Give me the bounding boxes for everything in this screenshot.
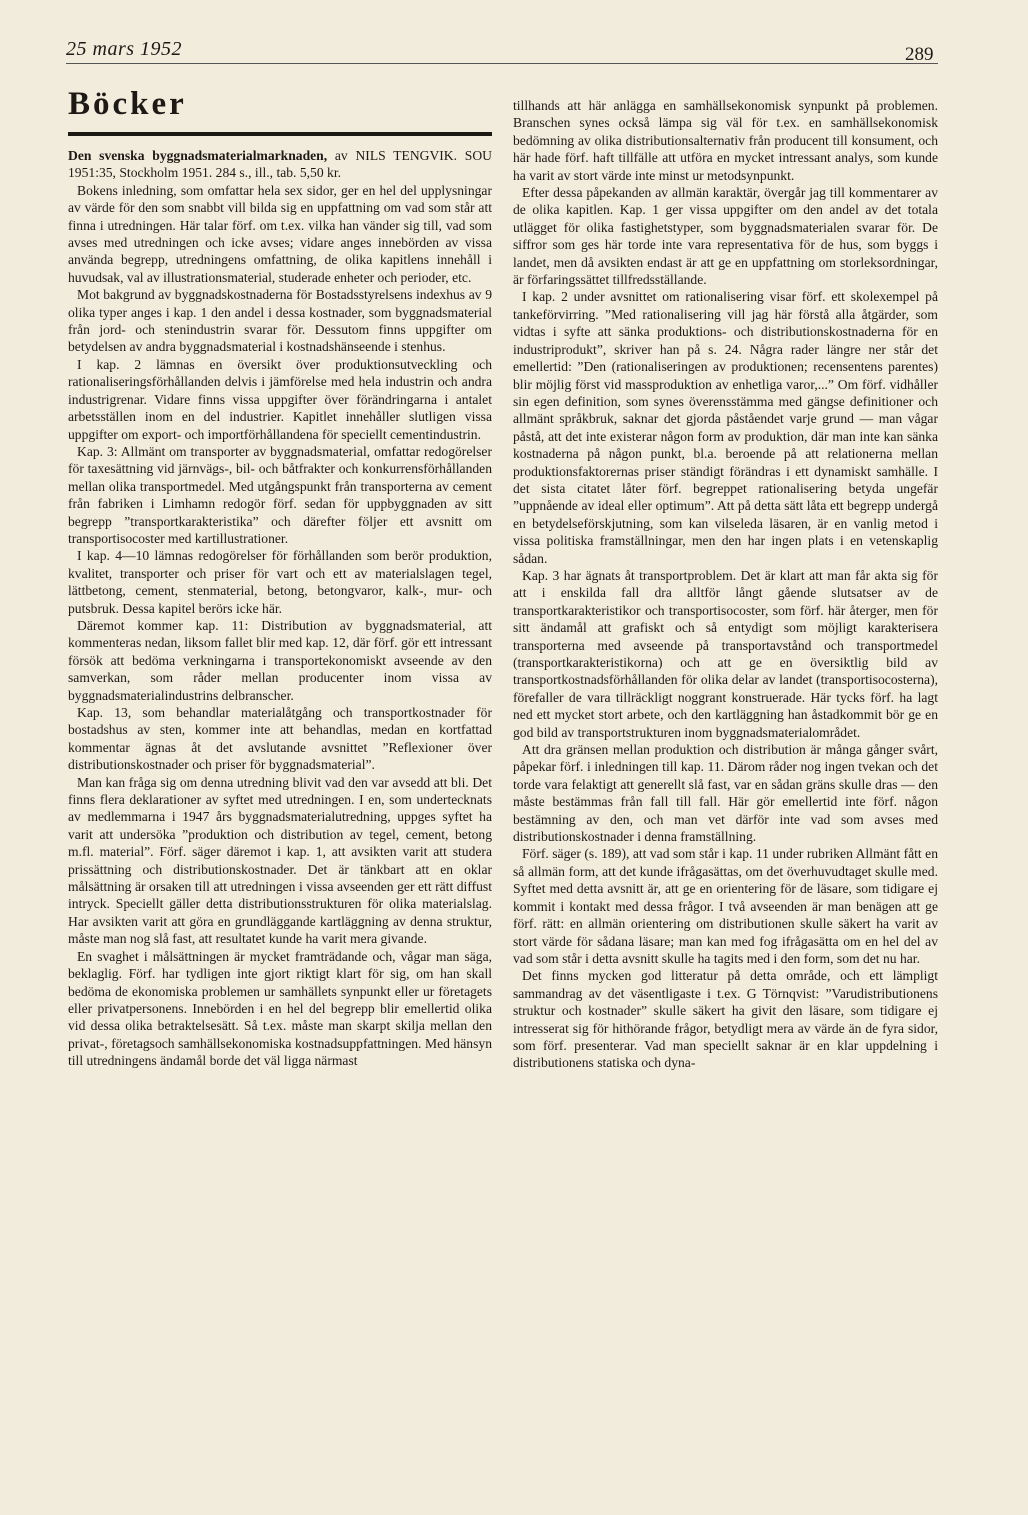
paragraph: En svaghet i målsättningen är mycket framträdande och, vågar man säga, beklaglig. Förf. har tydligen inte gjort riktigt klart för sig, om han skall bedöma de ekonomiska problemen ur samhällets synpunkt eller ur företagets eller privatpersonens. Innebörden i en hel del begrepp blir emellertid olika vid dessa olika betraktelsesätt. Så t.ex. måste man skarpt skilja mellan den privat-, företagsoch samhällsekonomiska kostnadsuppfattningen. Med hänsyn till utredningens ändamål borde det väl ligga närmast — [68, 948, 492, 1069]
paragraph: Däremot kommer kap. 11: Distribution av byggnadsmaterial, att kommenteras nedan, liksom fallet blir med kap. 12, där förf. gör ett intressant försök att bedöma verkningarna i transportekonomiskt avseende av den samverkan, som råder mellan producenter inom vissa av byggnadsmaterialindustrins delbranscher. — [68, 617, 492, 703]
paragraph: Det finns mycken god litteratur på detta område, och ett lämpligt sammandrag av det väsentligaste i t.ex. G Törnqvist: ”Varudistributionens struktur och kostnader” skulle säkert ha givit den läsare, som tidigare ej intresserat sig för hithörande frågor, betydligt mera av värde än de fyra sidor, som förf. presenterar. Vad man speciellt saknar är en klar uppdelning i distributionens statiska och dyna- — [513, 968, 938, 1071]
paragraph-continued: tillhands att här anlägga en samhällsekonomisk synpunkt på problemen. Branschen synes också lämpa sig väl för t.ex. en samhällsekonomisk bedömning av olika distributionsalternativ från producent till konsument, och här hade förf. haft tillfälle att utföra en mycket intressant analys, som kunde ha varit av stort värde inte minst ur metodsynpunkt. — [513, 98, 938, 183]
paragraph: Kap. 3: Allmänt om transporter av byggnadsmaterial, omfattar redogörelser för taxesättning vid järnvägs-, bil- och båtfrakter och konkurrensförhållanden mellan olika transportmedel. Med utgångspunkt från transporterna av cement från fabriken i Limhamn redogör förf. sedan för uppbyggnaden av sitt begrepp ”transportkarakteristika” och därefter följer ett avsnitt om transportisocoster med kartillustrationer. — [68, 443, 492, 546]
issue-date: 25 mars 1952 — [66, 38, 183, 60]
paragraph: Man kan fråga sig om denna utredning blivit vad den var avsedd att bli. Det finns flera deklarationer av syftet med utredningen. I en, som undertecknats av medlemmarna i 1947 års byggnadsmaterialutredning, uppges syftet ha varit att undersöka ”produktion och distribution av tegel, cement, betong m.fl. material”. Förf. säger däremot i kap. 1, att avsikten varit att studera prissättning och distributionskostnader. Det är tänkbart att en oklar målsättning är orsaken till att utredningen i vissa avseenden ger ett rätt diffust intryck. Speciellt gäller detta distributionsstrukturen för olika materialslag. Har avsikten varit att göra en grundläggande kartläggning av denna struktur, måste man nog slå fast, att resultatet kunde ha varit mera givande. — [68, 774, 492, 947]
paragraph: I kap. 2 under avsnittet om rationalisering visar förf. ett skolexempel på tankeförvirring. ”Med rationalisering vill jag här förstå alla åtgärder, som vidtas i syfte att sänka produktions- och distributionskostnaderna för en industriprodukt”, skriver han på s. 24. Några rader längre ner står det emellertid: ”Den (rationaliseringen av produktionen; recensentens parentes) blir möjlig först vid massproduktion av enhetliga varor,...” Om förf. vidhåller sin egen definition, som synes överensstämma med gängse definitioner och allmänt språkbruk, saknar det gjorda påståendet varje grund — man vågar påstå, att det inte existerar någon form av produktion, där man inte kan sänka kostnaderna på någon punkt, bl.a. beroende på att relationerna mellan produktionsfaktorernas priser ständigt förändras i ett dynamiskt samhälle. I det sista citatet låter förf. begreppet rationalisering betyda ungefär ”uppnående av ideal eller optimum”. Att på detta sätt låta ett begrepp undergå en betydelseförskjutning, som kan vilseleda läsaren, är en vanlig metod i vissa politiska framställningar, men den har ingen plats i en vetenskaplig sådan. — [513, 289, 938, 566]
paragraph: Förf. säger (s. 189), att vad som står i kap. 11 under rubriken Allmänt fått en så allmän form, att det kunde ifrågasättas, om det överhuvudtaget skulle med. Syftet med detta avsnitt är, att ge en orientering för de läsare, som tidigare ej kommit i kontakt med dessa frågor. I två avseenden är man benägen att ge förf. rätt: en allmän orientering om distributionen skulle säkert ha varit av stort värde för sådana läsare; man kan med fog ifrågasätta om en hel del av vad som står i detta avsnitt skulle ha tagits med i den form, som det nu har. — [513, 846, 938, 966]
left-column — [68, 147, 492, 1070]
paragraph: Kap. 13, som behandlar materialåtgång och transportkostnader för bostadshus av sten, kommer inte att behandlas, medan en kortfattad kommentar ägnas åt det avslutande avsnittet ”Reflexioner över distributionskostnader och priser för byggnadsmaterial”. — [68, 705, 492, 773]
paragraph: Efter dessa påpekanden av allmän karaktär, övergår jag till kommentarer av de olika kapitlen. Kap. 1 ger vissa uppgifter om den andel av det totala utlägget för olika fastighetstyper, som byggnadsmaterialen svarar för. De siffror som ges här torde inte vara representativa för de hus, som byggs i landet, men då avsikten endast är att ge en uppfattning om storleksordningar, är förfaringssättet tillfredsställande. — [513, 185, 938, 288]
paragraph: I kap. 4—10 lämnas redogörelser för förhållanden som berör produktion, kvalitet, transporter och priser för vart och ett av materialslagen tegel, lättbetong, cement, stenmaterial, betong, betongvaror, kalk-, mur- och putsbruk. Dessa kapitel berörs icke här. — [68, 548, 492, 616]
book-title: Den svenska byggnadsmaterialmarknaden, — [68, 148, 328, 163]
paragraph: Att dra gränsen mellan produktion och distribution är många gånger svårt, påpekar förf. i inledningen till kap. 11. Därom råder nog ingen tvekan och det torde vara felaktigt att generellt slå fast, var en sådan gräns skulle dras — den måste bestämmas från fall till fall. Här gör emellertid inte förf. någon bestämning av den, och man vet därför inte vad som avses med distributionskostnader i denna framställning. — [513, 742, 938, 845]
header-rule — [66, 63, 938, 64]
paragraph: Bokens inledning, som omfattar hela sex sidor, ger en hel del upplysningar av värde för den som snabbt vill bilda sig en uppfattning om vad som står att finna i utredningen. Här talar förf. om t.ex. vilka han vänder sig till, vad som avses med utredningen och icke avses; vidare anges innebörden av vissa använda begrepp, utredningens omfattning, de olika kapitlens innehåll i huvudsak, val av illustrationsmaterial, studerade enheter och perioder, etc. — [68, 182, 492, 285]
book-citation: av NILS TENGVIK. SOU 1951:35, Stockholm 1951. 284 s., ill., tab. 5,50 kr. — [68, 148, 492, 181]
review-heading — [68, 147, 492, 182]
section-title: Böcker — [68, 86, 187, 122]
paragraph: Kap. 3 har ägnats åt transportproblem. Det är klart att man får akta sig för att i enskilda fall dra alltför långt gående slutsatser av de transportkarakteristikor och transportisocoster, som förf. här återger, men för sitt ändamål att grafiskt och så entydigt som möjligt karakterisera transporterna med avseende på transportavstånd och transportmedel (transportkarakteristikorna) och att ge en översiktlig bild av transportkostnadsförhållanden för olika delar av landet (transportisocosterna), förefaller de vara tillräckligt noggrant konstruerade. Här tycks förf. ha lagt ned ett mycket stort arbete, och den kartläggning han åstadkommit bör ge en god bild av transportstrukturen inom byggnadsmaterialområdet. — [513, 567, 938, 740]
right-column — [513, 97, 938, 1072]
paragraph: I kap. 2 lämnas en översikt över produktionsutveckling och rationaliseringsförhållanden delvis i jämförelse med hela industrin och andra industrigrenar. Vidare finns vissa uppgifter över förändringarna i antalet arbetsställen inom en del industrier. Kapitlet innehåller slutligen vissa uppgifter om export- och importförhållandena för speciellt cementindustrin. — [68, 356, 492, 442]
page-number: 289 — [905, 44, 934, 65]
paragraph: Mot bakgrund av byggnadskostnaderna för Bostadsstyrelsens indexhus av 9 olika typer anges i kap. 1 den andel i dessa kostnader, som byggnadsmaterial från jord- och stenindustrin svarar för. Dessutom finns uppgifter om betydelsen av andra byggnadsmaterial i kostnadshänseende i stenhus. — [68, 287, 492, 355]
title-rule — [68, 132, 492, 136]
